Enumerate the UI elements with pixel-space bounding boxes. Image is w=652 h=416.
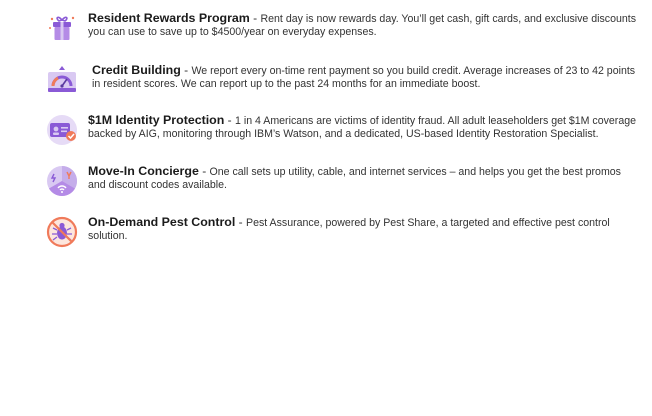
benefit-description: 1 in 4 Americans are victims of identity fraud. All adult leaseholders get $1M coverage backed by AIG, monitoring through IBM’s Watson, and a dedicated, US-based Identity Restoration Specialist. bbox=[88, 115, 637, 140]
benefit-title: $1M Identity Protection bbox=[88, 113, 225, 127]
benefit-move-in-concierge bbox=[46, 165, 636, 197]
benefit-identity-protection bbox=[46, 114, 636, 146]
benefit-description: Pest Assurance, powered by Pest Share, a targeted and effective pest control solution. bbox=[88, 217, 610, 242]
benefit-text bbox=[88, 165, 636, 192]
benefit-text bbox=[88, 114, 636, 141]
benefit-separator: - bbox=[224, 113, 235, 127]
benefit-separator: - bbox=[235, 215, 246, 229]
benefit-title: Resident Rewards Program bbox=[88, 11, 250, 25]
benefit-separator: - bbox=[198, 164, 210, 178]
benefit-credit-building bbox=[46, 64, 636, 96]
benefit-separator: - bbox=[180, 63, 192, 77]
benefit-separator: - bbox=[249, 11, 261, 25]
gift-box-icon bbox=[46, 12, 78, 44]
benefit-resident-rewards bbox=[46, 12, 636, 44]
benefit-title: Credit Building bbox=[92, 63, 181, 77]
utilities-icon bbox=[46, 165, 78, 197]
benefit-description: One call sets up utility, cable, and internet services – and helps you get the best promos and discount codes available. bbox=[88, 166, 621, 191]
benefit-pest-control bbox=[46, 216, 636, 248]
benefit-description: We report every on-time rent payment so you build credit. Average increases of 23 to 42 points in resident scores. We can report up to the past 24 months for an immediate boost. bbox=[92, 65, 636, 90]
no-bugs-icon bbox=[46, 216, 78, 248]
benefit-description: Rent day is now rewards day. You’ll get cash, gift cards, and exclusive discounts you can use to save up to $4500/year on everyday expenses. bbox=[88, 13, 636, 38]
benefit-text bbox=[92, 64, 636, 91]
credit-gauge-icon bbox=[46, 64, 78, 96]
benefit-title: On-Demand Pest Control bbox=[88, 215, 236, 229]
benefit-text bbox=[88, 216, 636, 243]
benefit-text bbox=[88, 12, 636, 39]
benefit-title: Move-In Concierge bbox=[88, 164, 199, 178]
id-shield-icon bbox=[46, 114, 78, 146]
